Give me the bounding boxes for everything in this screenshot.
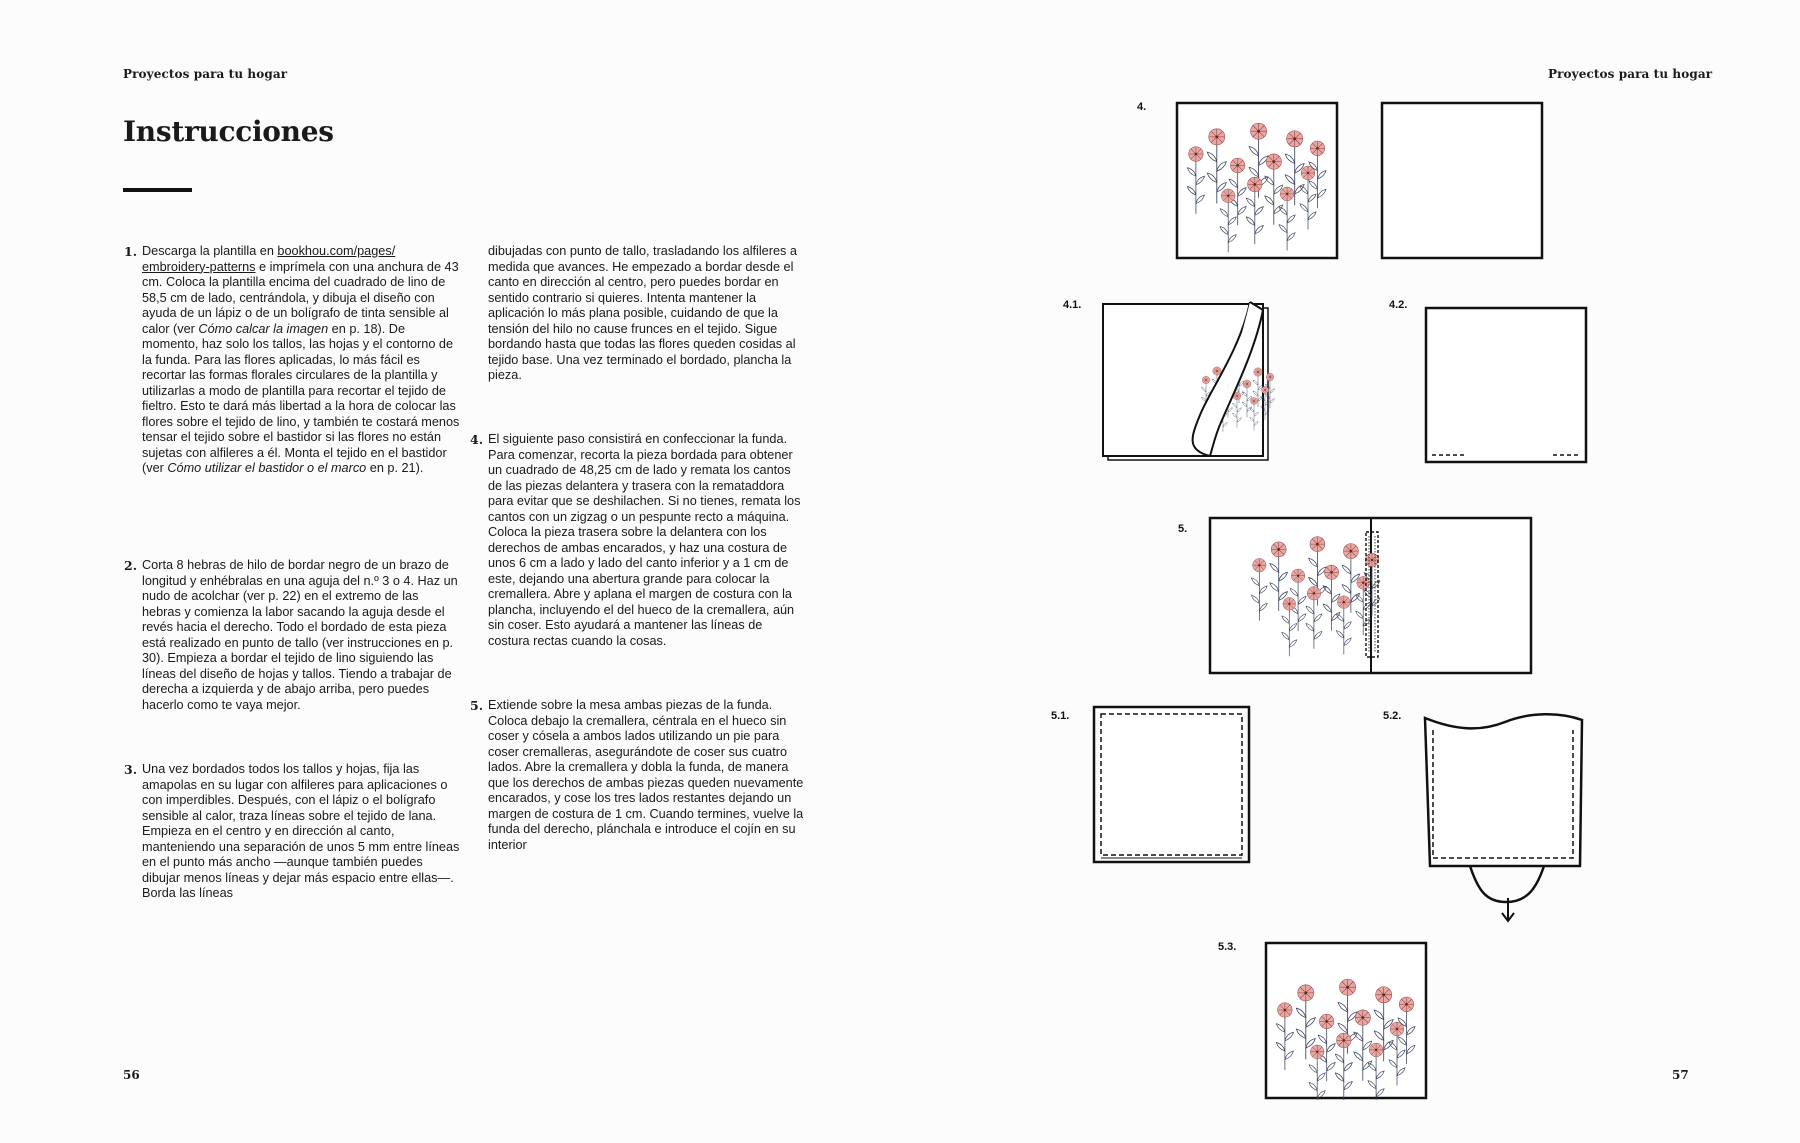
instruction-illustrations bbox=[1000, 90, 1640, 1100]
figure-4-1-folded-panel bbox=[1103, 302, 1275, 460]
step-number: 2. bbox=[124, 558, 138, 573]
figure-label-4: 4. bbox=[1137, 101, 1147, 113]
step-text: dibujadas con punto de tallo, trasladando los alfileres a medida que avances. He empezado a bordar desde el canto en dirección al centro, pero puedes bordar en sentido contrario si quieres. Intenta mantener la aplicación lo más plana posible, cuidando de que la tensión del hilo no cause frunces en el tejido. Sigue bordando hasta que todas las flores queden cosidas al tejido base. Una vez terminado el bordado, plancha la pieza. bbox=[488, 244, 797, 382]
step-text: Extiende sobre la mesa ambas piezas de la funda. Coloca debajo la cremallera, céntrala en el hueco sin coser y cósela a ambos lados utilizando un pie para coser cremalleras, asegurándote de coser sus cuatro lados. Abre la cremallera y dobla la funda, de manera que los derechos de ambas piezas queden nuevamente encarados, y cose los tres lados restantes dejando un margen de costura de 1 cm. Cuando termines, vuelve la funda del derecho, plánchala e introduce el cojín en su interior bbox=[488, 698, 804, 852]
figure-5-3-finished-cushion bbox=[1266, 943, 1426, 1100]
step-text: Una vez bordados todos los tallos y hojas, fija las amapolas en su lugar con alfileres para aplicaciones o con imperdibles. Después, con el lápiz o el bolígrafo sensible al calor, traza líneas sobre el tejido de lana. Empieza en el centro y en dirección al canto, manteniendo una separación de unos 5 mm entre líneas en el punto más ancho —aunque también puedes dibujar menos líneas y dejar más espacio entre ellas—. Borda las líneas bbox=[142, 762, 460, 900]
figure-4-back-panel bbox=[1382, 103, 1542, 258]
figure-5-1-sewn-panel bbox=[1094, 707, 1249, 862]
figure-5-2-turned-panel bbox=[1425, 714, 1582, 921]
step-number: 5. bbox=[470, 698, 484, 713]
step-text: Corta 8 hebras de hilo de bordar negro de un brazo de longitud y enhébralas en una aguja del n.º 3 o 4. Haz un nudo de acolchar (ver p. 22) en el extremo de las hebras y comienza la labor sacando la aguja desde el revés hacia el derecho. Todo el bordado de esta pieza está realizado en punto de tallo (ver instrucciones en p. 30). Empieza a bordar el tejido de lino siguiendo las líneas del diseño de hojas y tallos. Tiendo a trabajar de derecha a izquierda y de abajo arriba, pero puedes hacerlo como te vaya mejor. bbox=[142, 558, 458, 712]
figure-label-5: 5. bbox=[1178, 523, 1188, 535]
step-text: El siguiente paso consistirá en confeccionar la funda. Para comenzar, recorta la pieza bordada para obtener un cuadrado de 48,25 cm de lado y remata los cantos de las piezas delantera y trasera con la remataddora para evitar que se deshilachen. Si no tienes, remata los cantos con un zigzag o un pespunte recto a máquina. Coloca la pieza trasera sobre la delantera con los derechos de ambas encarados, y haz una costura de unos 6 cm a lado y lado del canto inferior y a 1 cm de este, dejando una abertura grande para colocar la cremallera. Abre y aplana el margen de costura con la plancha, incluyendo el del hueco de la cremallera, aún sin coser. Esto ayudará a mantener las líneas de costura rectas cuando la cosas. bbox=[488, 432, 801, 648]
pattern-link[interactable]: bookhou.com/pages/ embroidery-patterns bbox=[142, 244, 396, 274]
step-number: 4. bbox=[470, 432, 484, 447]
page-number-right: 57 bbox=[1672, 1068, 1689, 1082]
step-5 bbox=[470, 698, 806, 853]
figure-label-5-2: 5.2. bbox=[1383, 710, 1402, 722]
running-head-left: Proyectos para tu hogar bbox=[123, 67, 288, 81]
step-number: 3. bbox=[124, 762, 138, 777]
figure-4-2-panel bbox=[1426, 308, 1586, 462]
figure-5-open-panels bbox=[1210, 518, 1531, 673]
figure-4-embroidered-panel bbox=[1177, 103, 1337, 258]
step-number: 1. bbox=[124, 244, 138, 259]
figure-label-4-1: 4.1. bbox=[1063, 299, 1082, 311]
step-4 bbox=[470, 432, 806, 649]
running-head-right: Proyectos para tu hogar bbox=[1548, 67, 1713, 81]
figure-label-5-3: 5.3. bbox=[1218, 941, 1237, 953]
step-2 bbox=[124, 558, 460, 713]
step-1: 1. Descarga la plantilla en bookhou.com/pages/ embroidery-patterns e imprímela con una anchura de 43 cm. Coloca la plantilla encima del cuadrado de lino de 58,5 cm de lado, centrándola, y dibuja el diseño con ayuda de un lápiz o de un bolígrafo de tinta sensible al calor (ver Cómo calcar la imagen en p. 18). De momento, haz solo los tallos, las hojas y el contorno de la funda. Para las flores aplicadas, lo más fácil es recortar las formas florales circulares de la plantilla y utilizarlas a modo de plantilla para recortar el tejido de fieltro. Esto te dará más libertad a la hora de colocar las flores sobre el tejido de lino, y también te costará menos tensar el tejido sobre el bastidor si las flores no están sujetas con alfileres a él. Monta el tejido en el bastidor (ver Cómo utilizar el bastidor o el marco en p. 21). bbox=[124, 244, 460, 475]
step-3 bbox=[124, 762, 460, 902]
step-3-continued bbox=[488, 244, 806, 384]
figure-label-5-1: 5.1. bbox=[1051, 710, 1070, 722]
figure-label-4-2: 4.2. bbox=[1389, 299, 1408, 311]
page-title: Instrucciones bbox=[123, 115, 334, 148]
page-number-left: 56 bbox=[123, 1068, 140, 1082]
title-rule bbox=[123, 188, 192, 192]
